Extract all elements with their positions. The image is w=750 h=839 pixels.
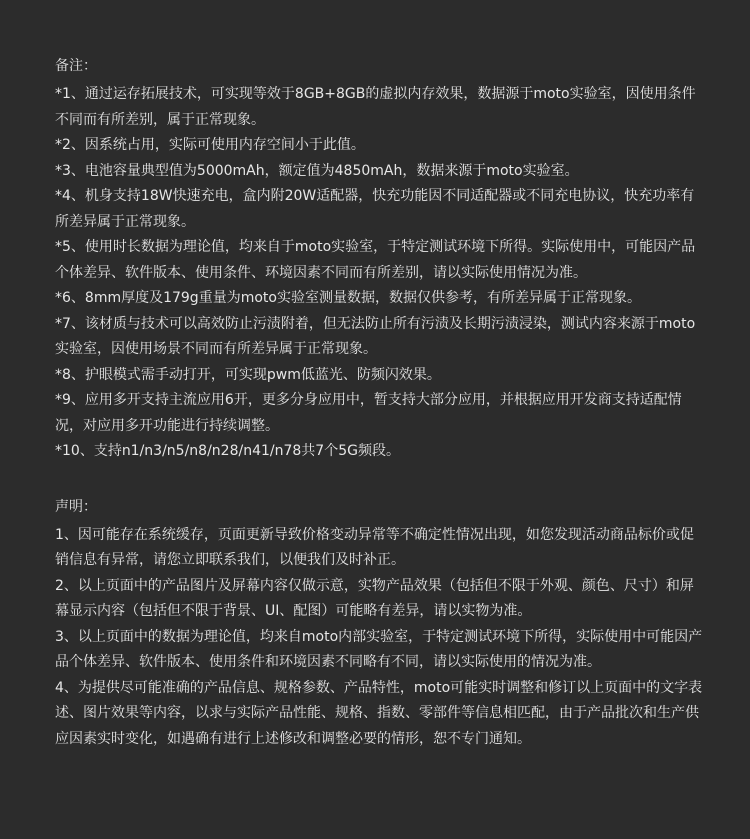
- note-item-3: *3、电池容量典型值为5000mAh，额定值为4850mAh，数据来源于moto实验室。: [55, 162, 579, 179]
- statement-section: [55, 497, 705, 753]
- notes-section: [55, 56, 705, 465]
- note-item-9: *9、应用多开支持主流应用6开，更多分身应用中，暂支持大部分应用，并根据应用开发商支持适配情况，对应用多开功能进行持续调整。: [55, 392, 682, 434]
- note-item-5: *5、使用时长数据为理论值，均来自于moto实验室，于特定测试环境下所得。实际使用中，可能因产品个体差异、软件版本、使用条件、环境因素不同而有所差别，请以实际使用情况为准。: [55, 239, 696, 281]
- disclaimer-page: [55, 56, 705, 752]
- notes-title: 备注：: [55, 58, 97, 74]
- statement-item-1: 1、因可能存在系统缓存，页面更新导致价格变动异常等不确定性情况出现，如您发现活动商品标价或促销信息有异常，请您立即联系我们，以便我们及时补正。: [55, 526, 694, 568]
- note-item-8: *8、护眼模式需手动打开，可实现pwm低蓝光、防频闪效果。: [55, 366, 441, 383]
- note-item-2: *2、因系统占用，实际可使用内存空间小于此值。: [55, 137, 365, 153]
- statement-item-4: 4、为提供尽可能准确的产品信息、规格参数、产品特性，moto可能实时调整和修订以上页面中的文字表述、图片效果等内容，以求与实际产品性能、规格、指数、零部件等信息相匹配，由于产品批次和生产供应因素实时变化，如遇确有进行上述修改和调整必要的情形，恕不专门通知。: [55, 679, 703, 747]
- section-spacer: [55, 465, 705, 497]
- statement-item-2: 2、以上页面中的产品图片及屏幕内容仅做示意，实物产品效果（包括但不限于外观、颜色、尺寸）和屏幕显示内容（包括但不限于背景、UI、配图）可能略有差异，请以实物为准。: [55, 577, 694, 619]
- statement-title: 声明：: [55, 498, 97, 515]
- note-item-1: *1、通过运存拓展技术，可实现等效于8GB+8GB的虚拟内存效果，数据源于moto实验室，因使用条件不同而有所差别，属于正常现象。: [55, 86, 696, 128]
- note-item-10: *10、支持n1/n3/n5/n8/n28/n41/n78共7个5G频段。: [55, 443, 400, 459]
- note-item-4: *4、机身支持18W快速充电，盒内附20W适配器，快充功能因不同适配器或不同充电协议，快充功率有所差异属于正常现象。: [55, 188, 695, 230]
- note-item-6: *6、8mm厚度及179g重量为moto实验室测量数据，数据仅供参考，有所差异属于正常现象。: [55, 290, 641, 306]
- note-item-7: *7、该材质与技术可以高效防止污渍附着，但无法防止所有污渍及长期污渍浸染，测试内容来源于moto实验室，因使用场景不同而有所差异属于正常现象。: [55, 315, 696, 357]
- statement-item-3: 3、以上页面中的数据为理论值，均来自moto内部实验室，于特定测试环境下所得，实际使用中可能因产品个体差异、软件版本、使用条件和环境因素不同略有不同，请以实际使用的情况为准。: [55, 628, 703, 670]
